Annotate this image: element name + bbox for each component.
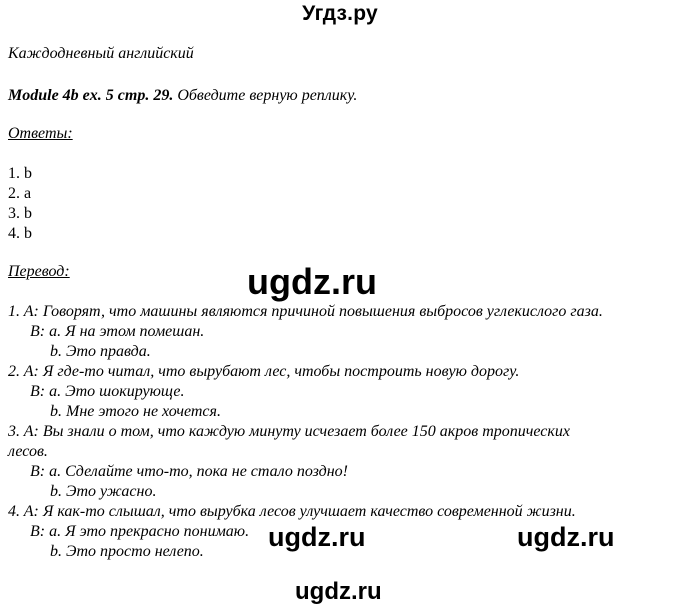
- watermark-left: ugdz.ru: [265, 524, 368, 551]
- watermark-main: ugdz.ru: [244, 264, 380, 300]
- translation-line: B: a. Сделайте что-то, пока не стало поздно!: [30, 463, 348, 480]
- task-line: [8, 86, 357, 106]
- translation-line: 1. A: Говорят, что машины являются причиной повышения выбросов углекислого газа.: [8, 303, 603, 320]
- watermark-right: ugdz.ru: [514, 524, 617, 551]
- answer-item: 2. a: [8, 185, 32, 202]
- translation-line: B: a. Я на этом помешан.: [30, 323, 205, 340]
- task-text: Обведите верную реплику.: [173, 87, 358, 104]
- translation-line: 4. A: Я как-то слышал, что вырубка лесов улучшает качество современной жизни.: [8, 503, 576, 520]
- answers-heading: Ответы:: [8, 125, 73, 142]
- translation-line: B: a. Я это прекрасно понимаю.: [30, 523, 250, 540]
- translation-line: b. Это ужасно.: [50, 483, 157, 500]
- translation-line: 3. A: Вы знали о том, что каждую минуту исчезает более 150 акров тропических: [8, 423, 570, 440]
- translation-line: лесов.: [8, 443, 48, 460]
- answer-item: 4. b: [8, 225, 32, 242]
- translation-line: b. Это правда.: [50, 343, 151, 360]
- task-reference: Module 4b ex. 5 стр. 29.: [8, 87, 174, 104]
- answer-item: 3. b: [8, 205, 32, 222]
- translation-line: 2. A: Я где-то читал, что вырубают лес, чтобы построить новую дорогу.: [8, 363, 520, 380]
- translation-line: b. Это просто нелепо.: [50, 543, 204, 560]
- translation-line: b. Мне этого не хочется.: [50, 403, 221, 420]
- translation-heading: Перевод:: [8, 263, 70, 280]
- subject-line: Каждодневный английский: [8, 45, 194, 62]
- translation-line: B: a. Это шокирующе.: [30, 383, 185, 400]
- site-title: Угдз.ру: [302, 2, 378, 25]
- answer-item: 1. b: [8, 165, 32, 182]
- watermark-bottom: ugdz.ru: [292, 580, 385, 604]
